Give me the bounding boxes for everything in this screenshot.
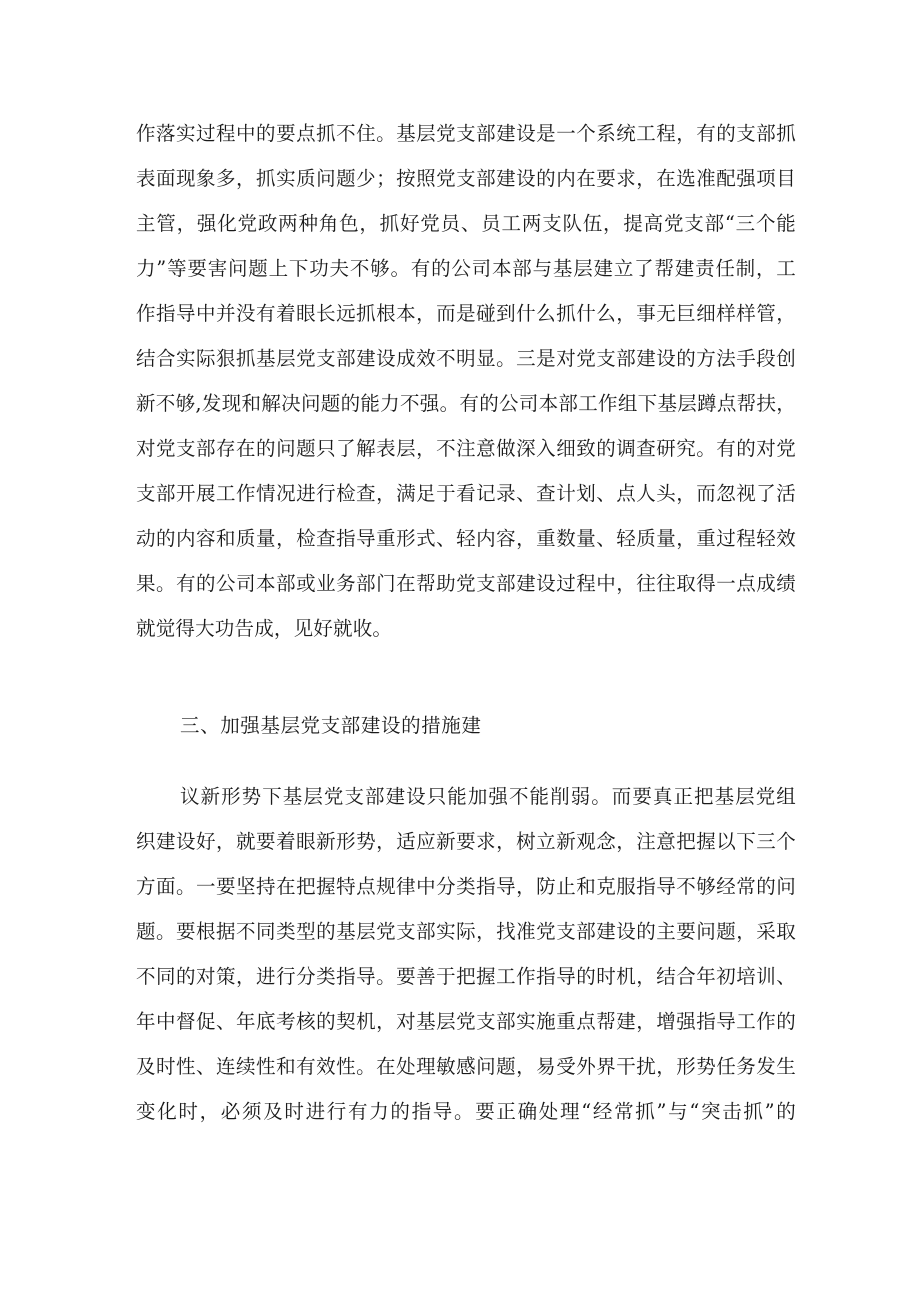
paragraph-line: 力”等要害问题上下功夫不够。有的公司本部与基层建立了帮建责任制，工 (136, 257, 796, 280)
paragraph-line: 变化时，必须及时进行有力的指导。要正确处理“经常抓”与“突击抓”的 (136, 1100, 796, 1123)
paragraph-line: 就觉得大功告成，见好就收。 (136, 617, 393, 640)
paragraph-line: 动的内容和质量，检查指导重形式、轻内容，重数量、轻质量，重过程轻效 (136, 527, 796, 550)
paragraph-line: 支部开展工作情况进行检查，满足于看记录、查计划、点人头，而忽视了活 (136, 482, 796, 505)
paragraph-line: 表面现象多，抓实质问题少；按照党支部建设的内在要求，在选准配强项目 (136, 167, 796, 190)
paragraph-line: 作落实过程中的要点抓不住。基层党支部建设是一个系统工程，有的支部抓 (136, 122, 796, 145)
paragraph-line: 议新形势下基层党支部建设只能加强不能削弱。而要真正把基层党组 (180, 785, 796, 808)
section-heading: 三、加强基层党支部建设的措施建 (180, 714, 482, 737)
paragraph-line: 主管，强化党政两种角色，抓好党员、员工两支队伍，提高党支部“三个能 (136, 212, 796, 235)
paragraph-line: 新不够,发现和解决问题的能力不强。有的公司本部工作组下基层蹲点帮扶， (136, 392, 796, 415)
paragraph-line: 方面。一要坚持在把握特点规律中分类指导，防止和克服指导不够经常的问 (136, 875, 796, 898)
paragraph-line: 对党支部存在的问题只了解表层，不注意做深入细致的调查研究。有的对党 (136, 437, 796, 460)
paragraph-line: 织建设好，就要着眼新形势，适应新要求，树立新观念，注意把握以下三个 (136, 830, 796, 853)
paragraph-line: 作指导中并没有着眼长远抓根本，而是碰到什么抓什么，事无巨细样样管， (136, 302, 796, 325)
paragraph-line: 年中督促、年底考核的契机，对基层党支部实施重点帮建，增强指导工作的 (136, 1010, 796, 1033)
paragraph-line: 题。要根据不同类型的基层党支部实际，找准党支部建设的主要问题，采取 (136, 920, 796, 943)
paragraph-line: 果。有的公司本部或业务部门在帮助党支部建设过程中，往往取得一点成绩 (136, 572, 796, 595)
paragraph-line: 不同的对策，进行分类指导。要善于把握工作指导的时机，结合年初培训、 (136, 965, 796, 988)
paragraph-line: 结合实际狠抓基层党支部建设成效不明显。三是对党支部建设的方法手段创 (136, 347, 796, 370)
paragraph-line: 及时性、连续性和有效性。在处理敏感问题，易受外界干扰，形势任务发生 (136, 1055, 796, 1078)
